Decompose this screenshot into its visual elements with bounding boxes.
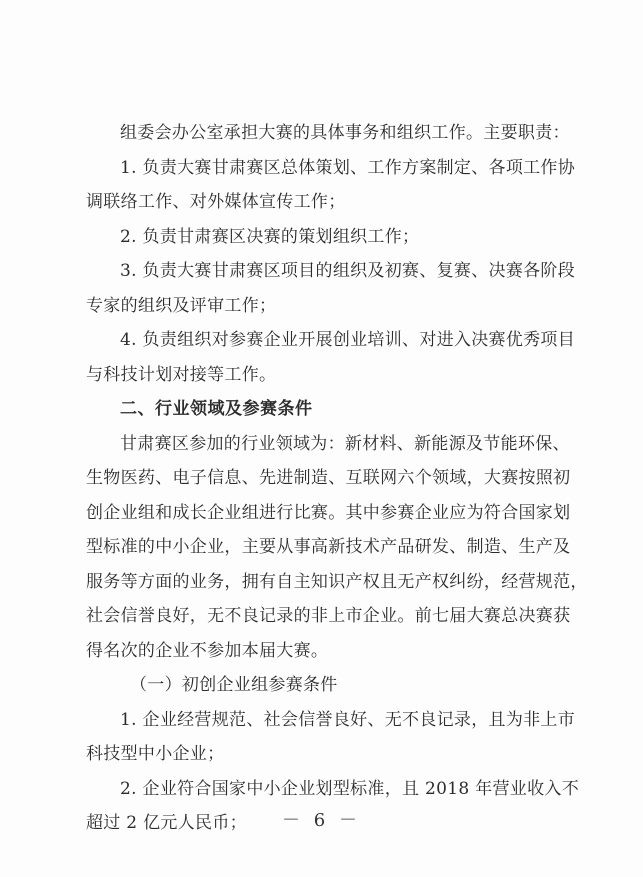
paragraph-line: 服务等方面的业务，拥有自主知识产权且无产权纠纷，经营规范， [86, 571, 588, 592]
paragraph-line: 1. 负责大赛甘肃赛区总体策划、工作方案制定、各项工作协 [120, 157, 576, 178]
paragraph-line: 组委会办公室承担大赛的具体事务和组织工作。主要职责： [120, 123, 570, 143]
paragraph-line: 社会信誉良好，无不良记录的非上市企业。前七届大赛总决赛获 [86, 606, 571, 626]
paragraph-line: 4. 负责组织对参赛企业开展创业培训、对进入决赛优秀项目 [120, 330, 576, 350]
paragraph-line: 2. 负责甘肃赛区决赛的策划组织工作； [120, 226, 420, 247]
paragraph-line: 2. 企业符合国家中小企业划型标准，且 2018 年营业收入不 [120, 778, 579, 799]
page-number: － 6 － [282, 810, 361, 831]
paragraph-line: 专家的组织及评审工作； [86, 295, 277, 316]
paragraph-line: 甘肃赛区参加的行业领域为：新材料、新能源及节能环保、 [120, 433, 570, 454]
paragraph-line: 1. 企业经营规范、社会信誉良好、无不良记录，且为非上市 [120, 709, 576, 730]
paragraph-line: 得名次的企业不参加本届大赛。 [86, 640, 329, 661]
subsection-heading: （一）初创企业组参赛条件 [130, 675, 338, 695]
paragraph-line: 创企业组和成长企业组进行比赛。其中参赛企业应为符合国家划 [86, 502, 571, 523]
page-body [86, 116, 588, 841]
paragraph-line: 型标准的中小企业，主要从事高新技术产品研发、制造、生产及 [86, 537, 571, 557]
paragraph-line: 与科技计划对接等工作。 [86, 364, 277, 385]
paragraph-line: 超过 2 亿元人民币； [86, 813, 247, 833]
paragraph-line: 调联络工作、对外媒体宣传工作； [86, 192, 346, 212]
paragraph-line: 生物医药、电子信息、先进制造、互联网六个领域，大赛按照初 [86, 468, 571, 488]
paragraph-line: 科技型中小企业； [86, 744, 225, 764]
section-heading: 二、行业领域及参赛条件 [120, 399, 313, 419]
paragraph-line: 3. 负责大赛甘肃赛区项目的组织及初赛、复赛、决赛各阶段 [120, 261, 576, 281]
